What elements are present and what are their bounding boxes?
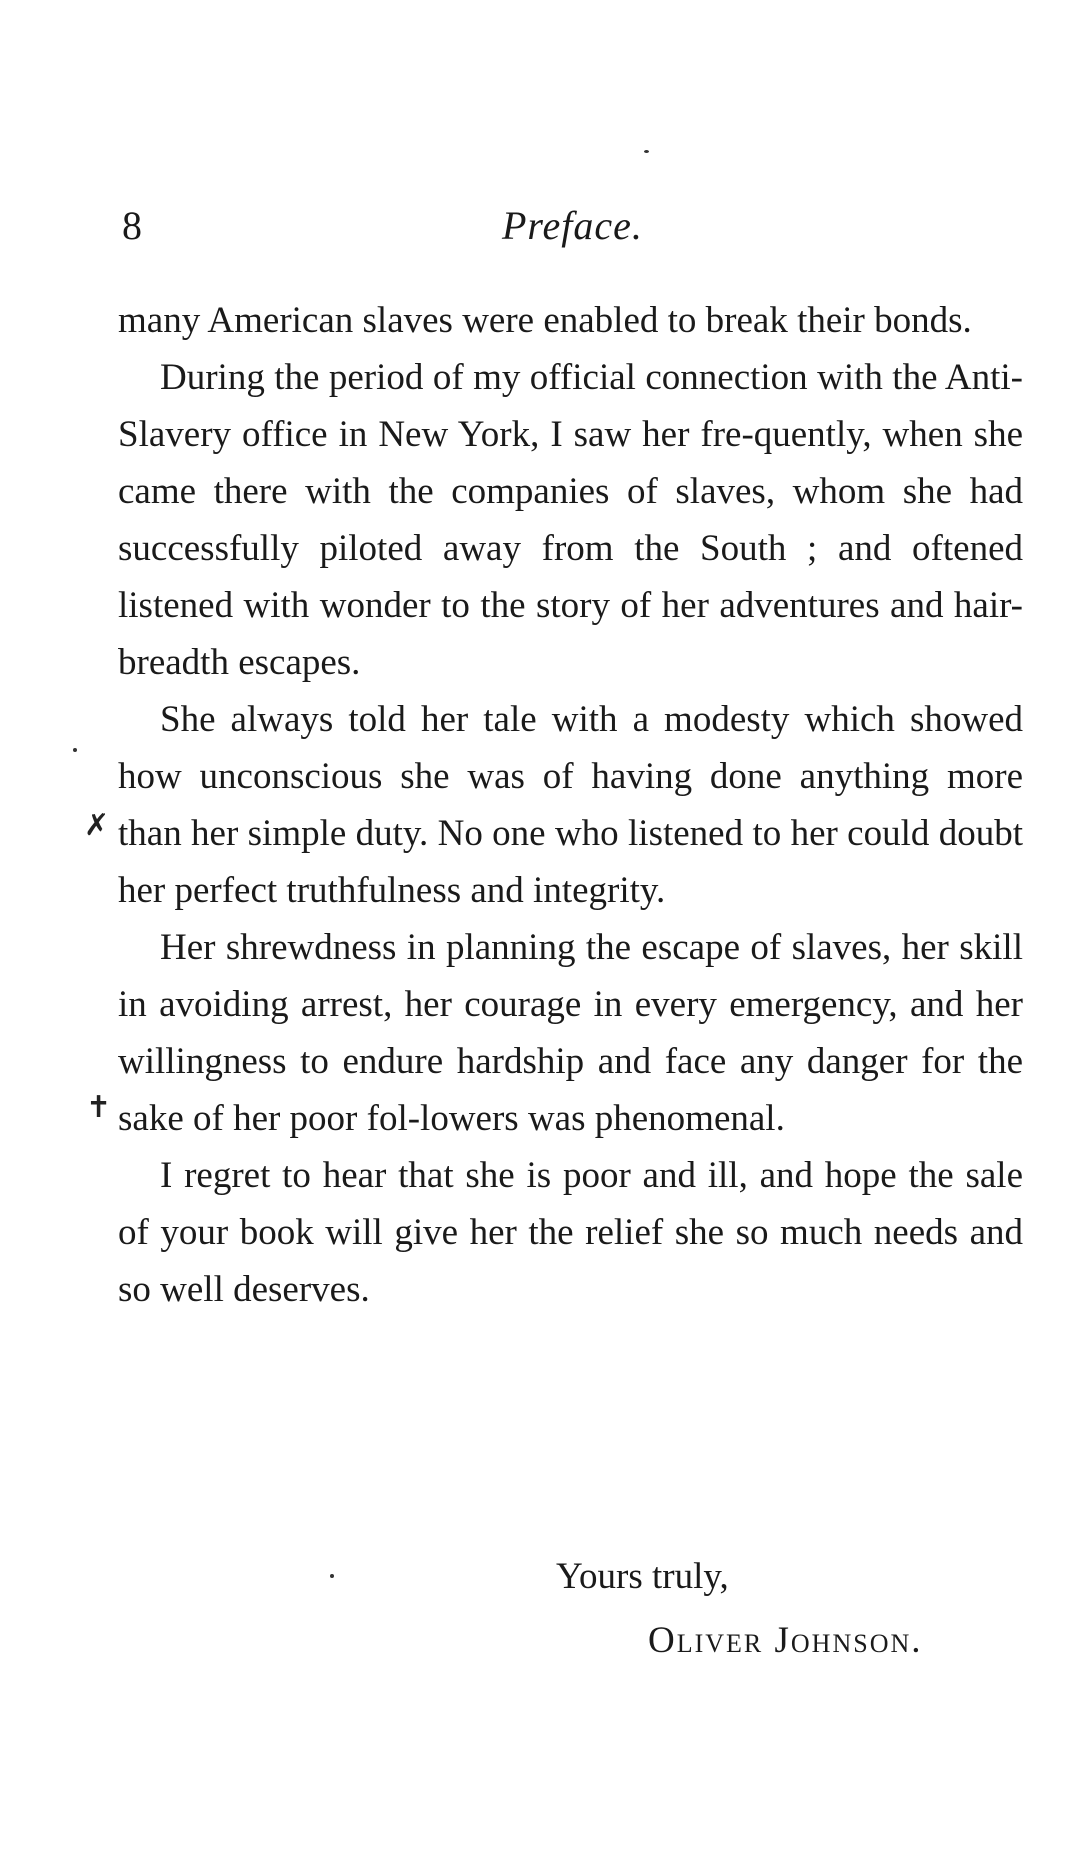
paragraph-continuation: many American slaves were enabled to break their bonds. <box>118 300 972 341</box>
page-number: 8 <box>122 203 142 248</box>
running-title: Preface. <box>502 203 643 248</box>
margin-cross-mark: ✗ <box>84 808 110 843</box>
paragraph-shrewdness: Her shrewdness in planning the escape of slaves, her skill in avoiding arrest, her courage in every emergency, and her willingness to endure hardship and face any danger for the sake of her poor fol-lowers was phenomenal. <box>118 927 1023 1139</box>
signature: Oliver Johnson. <box>648 1620 923 1661</box>
paragraph-anti-slavery-office: During the period of my official connection with the Anti-Slavery office in New York, I saw her fre-quently, when she came there with the companies of slaves, whom she had successfully piloted away from the South ; and oftened listened with wonder to the story of her adventures and hair-breadth escapes. <box>118 357 1023 683</box>
body-text <box>118 292 1023 1318</box>
closing-salutation: Yours truly, <box>556 1556 729 1597</box>
margin-dagger-mark: ✝ <box>86 1090 112 1125</box>
paragraph-modesty: She always told her tale with a modesty which showed how unconscious she was of having done anything more than her simple duty. No one who listened to her could doubt her perfect truthfulness and integrity. <box>118 699 1023 911</box>
margin-dot-mark <box>73 748 77 752</box>
running-head <box>122 200 1022 252</box>
stray-dot-mark <box>330 1574 334 1578</box>
paragraph-regret: I regret to hear that she is poor and ill, and hope the sale of your book will give her the relief she so much needs and so well deserves. <box>118 1155 1023 1310</box>
top-stray-dot-mark <box>644 150 649 153</box>
